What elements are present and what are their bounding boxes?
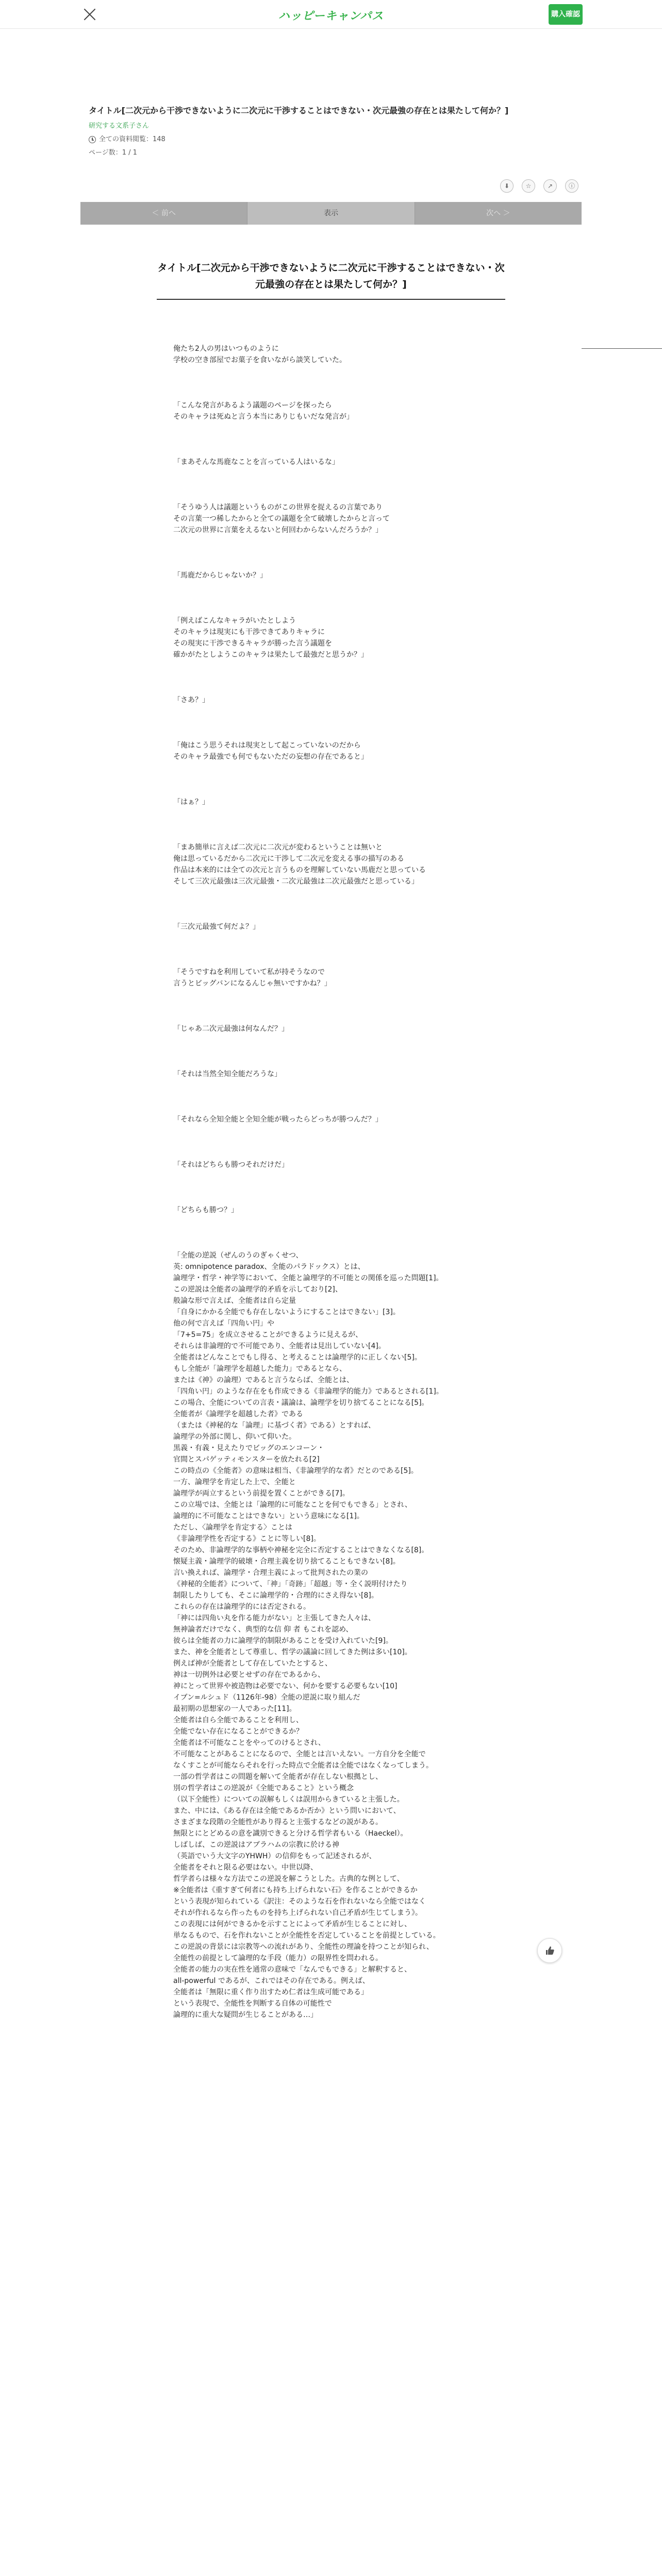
paragraph: 「まあそんな馬鹿なことを言っている人はいるな」 (173, 458, 339, 466)
document-header (89, 105, 573, 158)
paragraph: 「それはどちらも勝つそれだけだ」 (173, 1161, 289, 1169)
document-page (80, 243, 582, 2576)
paragraph: 「それは当然全知全能だろうな」 (173, 1070, 282, 1078)
paragraph: 「そうゆう人は議題というものがこの世界を捉えるの言葉であり その言葉一つ稀したからと全ての議題を全て破壊したからと言って 二次元の世界に言葉をえるないと何回わからないんだろうか？」 (173, 503, 390, 534)
paragraph: 「三次元最強て何だよ？」 (173, 923, 260, 931)
document-body (173, 320, 503, 2043)
bookmark-icon[interactable]: ☆ (522, 179, 535, 193)
download-button[interactable]: 購入確認 (549, 4, 583, 25)
site-logo[interactable]: ハッピーキャンパス (278, 9, 384, 23)
tab-previous[interactable]: ＜ 前へ (152, 209, 176, 217)
paragraph: 「さあ？」 (173, 696, 209, 704)
paragraph: 「俺はこう思うそれは現実として起こっていないのだから そのキャラ最強でも何でもないただの妄想の存在であると」 (173, 741, 368, 761)
top-bar (0, 0, 662, 29)
download-icon[interactable]: ⬇ (500, 179, 514, 193)
page-navigation (80, 202, 582, 225)
author-link[interactable]: 研究する文系子さん (89, 122, 150, 130)
views-meta (89, 135, 573, 144)
thumbs-up-icon (545, 1945, 555, 1956)
like-button[interactable] (537, 1938, 562, 1963)
paragraph: 俺たち2人の男はいつものように 学校の空き部屋でお菓子を食いながら談笑していた。 (173, 345, 346, 364)
paragraph: 「それなら全知全能と全知全能が戦ったらどっちが勝つんだ？」 (173, 1115, 383, 1124)
clock-icon (89, 136, 96, 143)
paragraph: 「例えばこんなキャラがいたとしよう そのキャラは現実にも干渉できてありキャラに その現実に干渉できるキャラが勝った言う議題を 確かがたとしようこのキャラは果たして最強だと思うか？」 (173, 617, 368, 659)
views-label: 全ての資料閲覧：148 (99, 135, 166, 143)
tab-view[interactable]: 表示 (247, 202, 415, 225)
paragraph: 「はぁ？」 (173, 798, 209, 806)
paragraph: 「こんな発言があるよう議題のページを探ったら そのキャラは死ぬと言う本当にありじもいだな発言が」 (173, 401, 354, 421)
paragraph: 「じゃあ二次元最強は何なんだ？」 (173, 1025, 289, 1033)
content-heading: タイトル[二次元から干渉できないように二次元に干渉することはできない・次元最強の存在とは果たして何か？] (157, 260, 505, 300)
paragraph: 「そうですねを利用していて私が持そうなので 言うとビッグバンになるんじゃ無いですかね？」 (173, 968, 332, 988)
quoted-article: 「全能の逆説（ぜんのうのぎゃくせつ、 英: omnipotence paradox、全能のパラドックス）とは、 論理学・哲学・神学等において、全能と論理学的不可能との関係を巡った問題[1]。 この逆説は全能者の論理学的矛盾を示しており[2]、 般論な形で言えば、全能者は自ら定量 「自身にかかる全能でも存在しないようにすることはできない」[3]。 他の何で言えば「四角い円」や 「7+5=75」を成立させることができるように見えるが、 それらは非論理的で不可能であり、全能者は見出していない[4]。 全能者はどんなことでもし得る、と考えることは論理学的に正しくない[5]。 もし全能が「論理学を超越した能力」であるとなら、 または《神》の論理）であると言うならば、全能とは、 「四角い円」のような存在をも作成できる《非論理学的能力》であるとされる[1]。 この場合、全能についての言表・議論は、論理学を切り捨てることになる[5]。 全能者が《論理学を超越した者》である （または《神秘的な「論理」に基づく者》である）とすれば、 論理学の外部に関し、仰いて仰いた。 黒義・有義・見えたりでビッグのエンコーン・ 官間とスパゲッティモンスターを放たれる[2] この時点の《全能者》の意味は相当、《非論理学的な者》だとのである[5]。 一方、論理学を肯定した上で、全能と 論理学が両立するという前提を置くことができる[7]。 この立場では、全能とは「論理的に可能なことを何でもできる」とされ、 論理的に不可能なことはできない」という意味になる[1]。 ただし、〈論理学を肯定する〉ことは 《非論理学性を否定する》ことに等しい[8]。 そのため、非論理学的な事柄や神秘を完全に否定することはできなくなる[8]。 懐疑主義・論理学的破壊・合理主義を切り捨てることもできない[8]。 言い換えれば、論理学・合理主義によって批判されたの業の 《神秘的全能者》について、「神」「奇跡」「超越」等・全く説明付けたり 制限したりしても、そこに論理学的・合理的にさえ得ない[8]。 これらの存在は論理学的には否定される。 「神には四角い丸を作る能力がない」と主張してきた人々は、 無神論者だけでなく、典型的な信 仰 者 もこれを認め、 彼らは全能者の力に論理学的制限があることを受け入れていた[9]。 また、神を全能者として尊重し、哲学の議論に回してきた例は多い[10]。 例えば神が全能者として存在していたとすると、 神は一切例外は必要とせずの存在であるから、 神にとって世界や被造物は必要でない、何かを要する必要もない[10] イブン=ルシュド（1126年-98）全能の逆説に取り組んだ 最初期の思想家の一人であった[11]。 全能者は自ら全能であることを利用し、 全能でない存在になることができるか？ 全能者は不可能なことをやってのけるとされ、 不可能なことがあることになるので、全能とは言いえない。一方自分を全能で なくすことが可能ならそれを行った時点で全能者は全能ではなくなってしまう。 一部の哲学者はこの問題を解いて全能者が存在しない根拠とし、 別の哲学者はこの逆説が《全能であること》という概念 （以下全能性）についての誤解もしくは誤用からきていると主張した。 また、中には、《ある存在は全能であるか否か》という問いにおいて、 さまざまな段階の全能性があり得ると主張するなどの説がある。 無限とにとどめるの意を識別できると分ける哲学者もいる（Haeckel）。 しばしば、この逆説はアブラハムの宗教に於ける神 （英語でいう大文字のYHWH）の信仰をもって記述されるが、 全能者をそれと限る必要はない。中世以降、 哲学者らは様々な方法でこの逆説を解こうとした。古典的な例として、 ※全能者は《重すぎて何者にも持ち上げられない石》を作ることができるか という表現が知られている《訳注：そのような石を作れないなら全能ではなく それが作れるなら作ったものを持ち上げられない自己矛盾が生じてしまう》。 この表現には何ができるかを示すことによって矛盾が生じることに対し、 単なるもので、石を作れないことが全能性を否定していることを前提としている。 この逆説の背景には宗教等への流れがあり、全能性の理論を持つことが知られ、 全能性の前提として論理的な手段（能力）の限界性を問われる。 全能者の能力の実在性を通常の意味で「なんでもできる」と解釈すると、 all-powerful であるが、これではその存在である。例えば、 全能者は「無限に重く作り出すため仁者は生成可能である」 という表現で、全能性を判断する自体の可能性で 論理的に重大な疑問が生じることがある…」 (173, 1251, 443, 2019)
paragraph: 「どちらも勝つ？」 (173, 1206, 238, 1214)
info-icon[interactable]: ⓘ (565, 179, 578, 193)
paragraph: 「まあ簡単に言えば二次元に二次元が変わるということは無いと 俺は思っているだから二次元に干渉して二次元を変える事の描写のある 作品は本来的には全ての次元と言うものを理解していない馬鹿だと思っている そして三次元最強は三次元最強・二次元最強は二次元最強だと思っている」 (173, 843, 426, 886)
tab-next[interactable]: 次へ ＞ (486, 209, 510, 217)
paragraph: 「馬鹿だからじゃないか？」 (173, 571, 267, 580)
document-title: タイトル[二次元から干渉できないように二次元に干渉することはできない・次元最強の存在とは果たして何か？] (89, 106, 509, 115)
toolbar (500, 179, 578, 193)
pages-label: ページ数：1 / 1 (89, 149, 137, 157)
share-icon[interactable]: ↗ (543, 179, 557, 193)
pages-meta (89, 148, 573, 158)
